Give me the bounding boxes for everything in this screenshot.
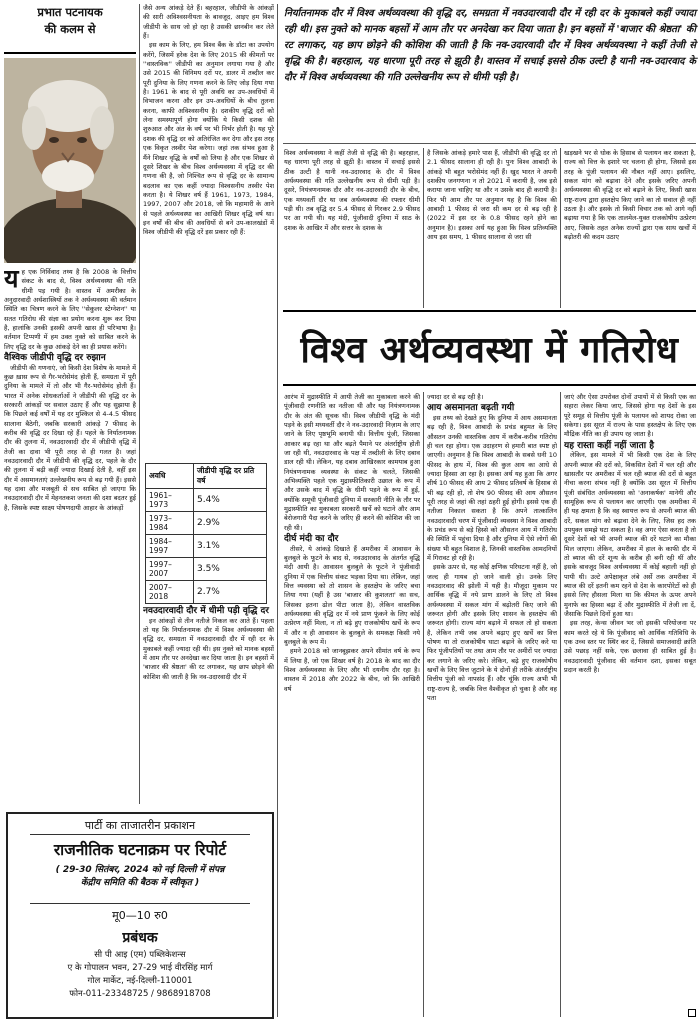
paragraph: इस काम के लिए, हम विश्व बैंक के डॉटा का उपयोग करेंगे, जिसमें हरेक देश के लिए 2015 की कीमतों पर ''वास्तविक'' जीडीपी का अनुमान लगाया गया है और उसे 2015 की विनिमय दरों पर, डालर में तब्दील कर पूरी दुनिया के लिए गणना करने के लिए जोड़ दिया गया है। 1961 के बाद से पूरी अवधि का उप-अवधियों में विभाजन करना और इन उप-अवधियों के बीच तुलना करना, काफी अविश्वसनीय है। दशकीय वृद्धि दरों को लेना समस्यापूर्ण होगा क्योंकि ये किसी दशक की शुरुआत और अंत के वर्ष पर भी निर्भर होती है। यह पूरे दशक की वृद्धि दर को अतिरंजित कर देगा और इस तरह एक विकृत तस्वीर पेश करेगा। जहां तक संभव हुआ है मैंने शिखर वृद्धि के वर्षों को लिया है और एक शिखर से दूसरे शिखर के बीच विश्व अर्थव्यवस्था में वृद्धि दर की गणना की है, जो निश्चित रूप से वृद्धि दर के सामान्य बदलाव का एक कहीं ज्यादा विश्वसनीय तस्वीर पेश करता है। ये शिखर वर्ष हैं 1961, 1973, 1984, 1997, 2007 और 2018, जो कि महामारी के आने से पहले अर्थव्यवस्था का आखिरी शिखर वृद्धि वर्ष था। इन वर्षों की बीच की अवधियों से बने उप-कालखंडों में विश्व जीडीपी की वृद्धि दरें इस प्रकार रही हैं: — [143, 41, 274, 237]
author-tagline: की कलम से — [44, 22, 96, 36]
column-3-bottom — [284, 393, 420, 1017]
subheading: नवउदारवादी दौर में धीमी पड़ी वृद्धि दर — [143, 606, 269, 616]
column-5-bottom — [564, 393, 696, 1005]
ad-divider — [30, 834, 250, 835]
ad-subtitle-line: ( 29-30 सितंबर, 2024 को नई दिल्ली में संपन्न — [55, 865, 225, 875]
period-cell: 2007–2018 — [146, 581, 194, 604]
period-cell: 1973–1984 — [146, 512, 194, 535]
end-mark-icon — [688, 1009, 696, 1017]
ad-address — [8, 949, 272, 1001]
paragraph: तीसरे, ये आंकड़े दिखाते हैं अमरीका में आवासन के बुलबुले के फूटने के बाद से, नवउदारवाद के अंतर्गत वृद्धि मंदी आयी है। आवासन बुलबुले के फूटने ने पूंजीवादी दुनिया में एक वित्तीय संकट भड़का दिया था। लेकिन, जहां वित्त व्यवस्था को तो शासन के हस्तक्षेप के जरिए बचा लिया गया (यहीं है उस 'बाजार की कुशलता' का सच, जिसका इतना ढोल पीटा जाता है), लेकिन वास्तविक अर्थव्यवस्था की वृद्धि दर में नये प्राण फूंकने के लिए कोई उत्प्रेरण नहीं मिला, न तो बढ़े हुए राजकोषीय खर्चे के रूप में और न ही आवासन के बुलबुले के समकक्ष किसी नये बुलबुले के रूप में। — [284, 544, 420, 647]
headline-text: विश्व अर्थव्यवस्था में गतिरोध — [300, 328, 679, 371]
paragraph: जैसे अन्य आंकड़े देते हैं। बहरहाल, जीडीपी के आंकड़ों की सारी अविश्वसनीयता के बावजूद, आइए हम विश्व जीडीपी के साथ जो हो रहा है उसकी छानबीन कर लेते हैं। — [143, 4, 274, 41]
paragraph: इसके ऊपर से, यह कोई क्षणिक परिघटना नहीं है, जो जल्द ही गायब हो जाने वाली हो। उनके लिए नवउदारवाद की झोली में यही है। मौजूदा मुकाम पर आर्थिक वृद्धि में नये प्राण डालने के लिए तो विश्व अर्थव्यवस्था में सकल मांग में बढ़ोतरी किए जाने की जरूरत होगी और इसके लिए शासन के हस्तक्षेप की जरूरत होगी। राज्य मांग बढ़ाने में सफल तो हो सकता है, लेकिन तभी जब अपने बढ़ाए हुए खर्चे का वित्त पोषण या तो राजकोषीय घाटा बढ़ाने के जरिए करे या फिर पूंजीपतियों पर तथा आम तौर पर अमीरों पर ज्यादा कर लगाने के जरिए करे। लेकिन, बढ़े हुए राजकोषीय खर्चों के लिए वित्त जुटाने के ये दोनों ही तरीके अंतर्राष्ट्रीय वित्तीय पूंजी को नापसंद हैं। और चूंकि राज्य अभी भी राष्ट्र-राज्य है, जबकि वित्त वैश्वीकृत हो चुका है और वह पता — [427, 563, 557, 703]
paragraph: जाएं और ऐसा उपरोक्त दोनों उपायों में से किसी एक का सहारा लेकर किया जाए, जिससे होगा यह देशों के इस पूरे समूह से वित्तीय पूंजी के पलायन को शायद रोका जा सकेगा। इस सूरत में राज्य के पास हस्तक्षेप के लिए एक मौद्रिक नीति का ही उपाय रह जाता है। — [564, 393, 696, 439]
period-cell: 1961–1973 — [146, 489, 194, 512]
column-divider — [139, 4, 140, 804]
ad-phone: फोन-011-23348725 / 9868918708 — [69, 989, 211, 999]
author-name: प्रभात पटनायक — [37, 5, 103, 19]
publication-ad — [6, 812, 274, 1019]
ad-address-line: गोल मार्केट, नई-दिल्ली-110001 — [87, 976, 193, 986]
rate-cell: 3.5% — [193, 558, 266, 581]
table-header-rate: जीडीपी वृद्धि दर प्रति वर्ष — [193, 464, 266, 489]
paragraph: हमने 2018 को जानबूझकर अपने सीमांत वर्ष के रूप में लिया है, जो एक शिखर वर्ष है। 2018 के बाद का दौर विश्व अर्थव्यवस्था के लिए और भी दयनीय दौर रहा है। वास्तव में 2018 और 2022 के बीच, जो कि आखिरी वर्ष — [284, 647, 420, 693]
paragraph: इन आंकड़ों से तीन नतीजे निकल कर आते हैं। पहला तो यह कि निर्यातनामक दौर में विश्व अर्थव्यवस्था की वृद्धि दर, समग्रता में नवउदारवादी दौर में रही दर के मुकाबले कहीं ज्यादा रही थी। इस नुक्ते को मानक बहसों में आम तौर पर अनदेखा कर दिया जाता है। इन बहसों में 'बाजार की श्रेष्ठता' की रट लगाकर, यह छाप छोड़ने की कोशिश की जाती है कि नव-उदारवादी दौर में — [143, 616, 274, 681]
subheading: आय असमानता बढ़ती गयी — [427, 403, 515, 414]
column-divider — [423, 148, 424, 308]
column-2-top — [143, 4, 274, 460]
ad-address-line: सी पी आइ (एम) पब्लिकेशन्स — [94, 950, 186, 960]
subheading: वैश्विक जीडीपी वृद्धि दर रुझान — [4, 353, 106, 364]
subheading: दीर्घ मंदी का दौर — [284, 534, 339, 545]
table-row — [146, 535, 267, 558]
rate-cell: 2.9% — [193, 512, 266, 535]
column-4-top — [427, 149, 557, 307]
paragraph: विश्व अर्थव्यवस्था ने कहीं तेजी से वृद्धि की है। बहरहाल, यह धारणा पूरी तरह से झूठी है। वास्तव में सचाई इससे ठीक उल्टी है यानी नव-उदारवाद के दौर में विश्व अर्थव्यवस्था की गति उल्लेखनीय रूप से धीमी पड़ी है। दूसरे, नियंत्रणनामक दौर और नव-उदारवादी दौर के बीच, एक मध्यवर्ती दौर था जब अर्थव्यवस्था की रफ्तार धीमी पड़ी थी। तब वृद्धि दर 5.4 फीसद से गिरकर 2.9 फीसद पर आ गयी थी। यह मंदी, पूंजीवादी दुनिया में साठ के दशक के आखिर में और सत्तर के दशक के — [284, 149, 420, 232]
author-photo — [4, 58, 136, 263]
column-4-bottom — [427, 393, 557, 1017]
growth-rate-table — [145, 463, 267, 604]
headline — [283, 310, 696, 386]
article-lede: निर्यातनामक दौर में विश्व अर्थव्यवस्था की वृद्धि दर, समग्रता में नवउदारवादी दौर में रही दर के मुकाबले कहीं ज्यादा रही थी। इस नुक्ते को मानक बहसों में आम तौर पर अनदेखा कर दिया जाता है। इन बहसों में 'बाजार की श्रेष्ठता' की रट लगाकर, यह छाप छोड़ने की कोशिश की जाती है कि नव-उदारवादी दौर में विश्व अर्थव्यवस्था ने कहीं तेजी से वृद्धि की है। बहरहाल, यह धारणा पूरी तरह से झूठी है। वास्तव में सचाई इससे ठीक उल्टी है यानी नव-उदारवाद के दौर में विश्व अर्थव्यवस्था की गति उल्लेखनीय रूप से धीमी पड़ी है। — [284, 8, 696, 84]
rate-cell: 3.1% — [193, 535, 266, 558]
period-cell: 1997–2007 — [146, 558, 194, 581]
column-5-top — [564, 149, 696, 307]
table-header-period: अवधि — [146, 464, 194, 489]
column-1 — [4, 268, 136, 806]
rate-cell: 2.7% — [193, 581, 266, 604]
subheading: यह रास्ता कहीं नहीं जाता है — [564, 440, 655, 451]
paragraph: इस तथ्य को देखते हुए कि दुनिया में आय असमानता बढ़ रही है, विश्व आबादी के प्रचंड बहुमत के लिए औसतन उनकी वास्तविक आय में करीब-करीब गतिरोध ही चल रहा होगा। एक उदाहरण से हमारी बात स्पष्ट हो जाएगी। अनुमान है कि विश्व आबादी के सबसे धनी 10 फीसद के हाथ में, विश्व की कुल आय का आधे से ज्यादा हिस्सा आ रहा है। इसका अर्थ यह हुआ कि अगर शीर्ष 10 फीसद की आय 2 फीसद प्रतिवर्ष के हिसाब से भी बढ़ रही हो, तो शेष 90 फीसद की आय औसतन पूरी तरह से जहां की तहां ठहरी हुई होगी। इससे एक ही नतीजा निकाल सकता है कि अपने तात्कालिन नवउदारवादी चरण में पूंजीवादी व्यवस्था ने विश्व आबादी के प्रचंड रूप से बड़े हिस्से को औसतन आय में गतिरोध की स्थिति में पहुंचा दिया है और दुनिया में ऐसे लोगों की संख्या भी बहुत विशाल है, जिनकी वास्तविक आमदनियों में गिरावट हो रही है। — [427, 413, 557, 562]
period-cell: 1984–1997 — [146, 535, 194, 558]
ad-publisher-line: पार्टी का ताजातरीन प्रकाशन — [84, 819, 196, 832]
ad-title: राजनीतिक घटनाक्रम पर रिपोर्ट — [53, 840, 227, 859]
ad-divider — [30, 903, 250, 904]
table-row — [146, 489, 267, 512]
paragraph: लेकिन, इस मामले में भी किसी एक देश के लिए अपनी ब्याज की दरों को, विकसित देशों में चल रही और खासतौर पर अमरीका में चल रही ब्याज की दरों से बहुत नीचा करना संभव नहीं है क्योंकि उस सूरत में वित्तीय पूंजी संबंधित अर्थव्यवस्था को 'अनाकर्षक' मानेगी और सामूहिक रूप से पलायन कर जाएगी। एक अमरीका में ही यह क्षमता है कि वह स्वायत्त रूप से अपनी ब्याज की दरें, सकल मांग को बढ़ावा देने के लिए, जिस हद तक उपयुक्त समझे घटा सकता है। वह अगर ऐसा करता है तो दूसरे देशों को भी अपनी ब्याज की दरें घटाने का मौका मिल जाएगा। लेकिन, अमरीका में हाल के काफी दौर में तो ब्याज की दरें शून्य के करीब ही बनी रही थीं और इसके बावजूद विश्व अर्थव्यवस्था में कोई बहाली नहीं हो पायी थी। उल्टे अपेक्षाकृत लंबे अर्से तक अमरीका में ब्याज की दरें इतनी कम रहने से देश के कारपोरेटों को ही इससे लिए हौसला मिला था कि कीमत के ऊपर अपने मुनाफे का हिस्सा बढ़ा दें और मुद्रास्फीति में तेजी ला दें, जैसाकि पिछले दिनों हुआ था। — [564, 451, 696, 619]
column-2-bottom — [143, 605, 274, 810]
table-row — [146, 512, 267, 535]
dropcap: य — [4, 268, 19, 293]
ad-subtitle-line: केंद्रीय समिति की बैठक में स्वीकृत ) — [80, 877, 200, 888]
author-byline — [4, 4, 136, 54]
paragraph: खड़खने भर से धोक के हिसाब से पलायन कर सकता है, राज्य को वित्त के इशारे पर चलना ही होगा, जिससे इस तरह के पूंजी पलायन की नौबत नहीं आए। इसलिए, सकल मांग को बढ़ावा देने और इसके जरिए अपनी अर्थव्यवस्था की वृद्धि दर को बढ़ाने के लिए, किसी खास राष्ट्र-राज्य द्वारा हस्तक्षेप किए जाने का तो सवाल ही नहीं उठता है। और इसके तो किसी विचार तक को आगे नहीं बढ़ाया गया है कि एक तालमेल-युक्त राजकोषीय उत्प्रेरण आए, जिसके तहत अनेक राज्यों द्वारा एक साथ खर्चों में बढ़ोतरी की कदम उठाए — [564, 149, 696, 242]
paragraph: जीडीपी की गणनाएं, जो किसी देश विशेष के मामले में कुछ ख़ास रूप से गैर-भरोसेमंद होती हैं, समग्रता में पूरी दुनिया के मामले में तो और भी गैर-भरोसेमंद होती हैं। भारत में अनेक शोधकर्ताओं ने जीडीपी की वृद्धि दर के सरकारी आंकड़ों पर सवाल उठाए हैं और यह सुझाया है कि पिछले कई वर्षों में यह दर मुश्किल से 4-4.5 फीसद सालाना बैठेगी, जबकि सरकारी आंकड़े 7 फीसद के करीब की वृद्धि दर दिखा रहे हैं। पहले के निर्यातनामक दौर की तुलना में, नवउदारवादी दौर में जीडीपी वृद्धि में तेजी का दावा भी पूरी तरह से ही गलत है। जहां नवउदारवादी दौर में जीडीपी की वृद्धि दर, पहले के दौर की तुलना में बढ़ी कहीं ज्यादा दिखाई देती है, वहीं इस दौर में असमानताएं उल्लेखनीय रूप से बढ़ गयी हैं। इससे यह दावा और मजबूती से सच साबित हो जाएगा कि नवउदारवादी दौर में मेहनतकश जनता की दशा बदतर हुई है, जिसके स्पष्ट साक्ष्य पोषणदायी आहार के आंकड़ों — [4, 363, 136, 512]
ad-price: मू0—10 रु0 — [112, 909, 168, 922]
ad-address-line: ए के गोपालन भवन, 27-29 भाई वीरसिंह मार्ग — [67, 963, 213, 973]
author-portrait-icon — [4, 58, 136, 263]
paragraph: आरंभ में मुद्रास्फीति में आयी तेजी का मुकाबला करने की पूंजीवादी रणनीति का नतीजा थी और यह नियंत्रणनामक दौर के अंत की सूचक थी। विश्व जीडीपी वृद्धि के मंदी पड़ने के इसी मध्यवर्ती दौर ने नव-उदारवादी निज़ाम के लाए जाने के लिए पृष्ठभूमि बनायी थी। वित्तीय पूंजी, जिसका आकार बढ़ रहा था और बढ़ते पैमाने पर अंतर्राष्ट्रीय होती जा रही थी, नवउदारवाद के पक्ष में तब्दीली के लिए दबाव डाल रही थी। लेकिन, यह दबाव आखिरकार कामयाब हुआ नियंत्रणनामक व्यवस्था के संकट के चलते, जिसकी अभिव्यक्ति पहले एक मुद्रास्फीतिकारी उछाल के रूप में और उसके बाद में वृद्धि के धीमी पड़ने के रूप में हुई, क्योंकि समूची पूंजीवादी दुनिया में सरकारी नीति के तौर पर मुद्रास्फीति का मुकाबला सरकारी खर्चे को घटाने और आम बेरोजगारी पैदा करने के जरिए ही करने की कोशिश की जा रही थी। — [284, 393, 420, 532]
ad-subtitle — [8, 864, 272, 889]
paragraph: ह एक निर्विवाद तथ्य है कि 2008 के वित्तीय संकट के बाद से, विश्व अर्थव्यवस्था की गति धीमी पड़ गयी है। वास्तव में अमरीका के अनुदारवादी अर्थशास्त्रियों तक ने अर्थव्यवस्था की वर्तमान स्थिति का चित्रण करने के लिए ''सेकुलर स्टेग्नेशन'' या सतत गतिरोध की संज्ञा का प्रयोग करना शुरू कर दिया है, हालांकि उनकी इसकी अपनी खास ही परिभाषा है। वर्तमान टिप्पणी में हम उक्त नुक्ते को साबित करने के लिए वृद्धि दर के कुछ आंकड़े देने का ही प्रयास करेंगे। — [4, 268, 136, 351]
paragraph: है जिसके आंकड़े हमारे पास हैं, जीडीपी की वृद्धि दर तो 2.1 फीसद सालाना ही रही है। पुनः विश्व आबादी के आंकड़े भी बहुत भरोसेमंद नहीं हैं। खुद भारत ने अपनी दशकीय जनगणना न तो 2021 में करायी है, जब इसे कराया जाना चाहिए था और न उसके बाद ही करायी है। फिर भी आम तौर पर अनुमान यह है कि विश्व की आबादी 1 फीसद से जरा सी कम दर से बढ़ रही है (2022 में इस दर के 0.8 फीसद रहने होने का अनुमान है)। इसका अर्थ यह हुआ कि विश्व प्रतिव्यक्ति आय इस समय, 1 फीसद सालाना से जरा सी — [427, 149, 557, 242]
column-divider — [560, 392, 561, 1017]
paragraph: इस तरह, केन्स जीवन भर जो इसकी परियोजना पर काम करते रहे थे कि पूंजीवाद को आर्थिक गतिविधि के एक उच्च स्तर पर स्थिर कर दें, जिससे समाजवादी क्रांति उसे पछाड़ नहीं सके, एक छलावा ही साबित हुई है। नवउदारवादी पूंजीवाद की वर्तमान दशा, इसका सबूत प्रदान करती है। — [564, 619, 696, 675]
column-divider — [423, 392, 424, 1017]
column-divider — [560, 148, 561, 308]
rate-cell: 5.4% — [193, 489, 266, 512]
lede-divider — [283, 143, 696, 144]
ad-manager: प्रबंधक — [122, 930, 158, 946]
paragraph: ज्यादा दर से बढ़ रही है। — [427, 393, 484, 401]
table-row — [146, 558, 267, 581]
column-divider — [277, 4, 278, 1017]
table-row — [146, 581, 267, 604]
column-3-top — [284, 149, 420, 307]
